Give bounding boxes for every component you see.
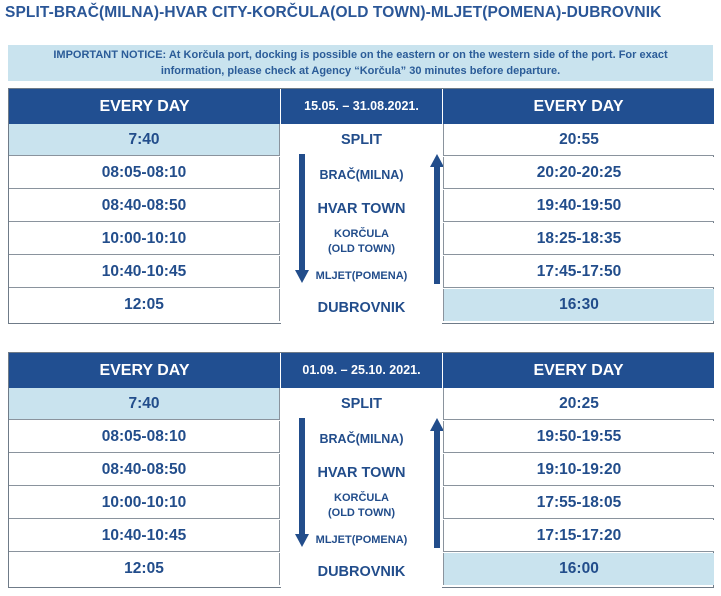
departure-time-hvar: 08:40-08:50 xyxy=(9,454,280,486)
departure-time-split: 7:40 xyxy=(9,124,280,156)
notice-line-1: IMPORTANT NOTICE: At Korčula port, docking is possible on the eastern or on the western side of the port. For exact xyxy=(53,49,668,61)
arrow-down-icon xyxy=(295,418,309,548)
stop-dubrovnik: DUBROVNIK xyxy=(317,300,406,316)
stop-mljet: MLJET(POMENA) xyxy=(315,270,408,282)
departure-time-korcula: 10:00-10:10 xyxy=(9,487,280,519)
stop-korcula: KORČULA xyxy=(334,492,389,504)
departure-time-mljet: 10:40-10:45 xyxy=(9,256,280,288)
return-time-brac: 19:50-19:55 xyxy=(443,421,714,453)
return-header: EVERY DAY xyxy=(443,353,714,388)
stop-korcula-old-town: (OLD TOWN) xyxy=(327,243,395,255)
return-time-dubrovnik: 16:00 xyxy=(443,553,714,585)
return-time-brac: 20:20-20:25 xyxy=(443,157,714,189)
departure-time-dubrovnik: 12:05 xyxy=(9,289,280,321)
departure-time-brac: 08:05-08:10 xyxy=(9,421,280,453)
arrow-up-icon xyxy=(430,418,444,548)
stop-mljet: MLJET(POMENA) xyxy=(315,534,408,546)
departure-time-split: 7:40 xyxy=(9,388,280,420)
return-time-hvar: 19:40-19:50 xyxy=(443,190,714,222)
departure-time-dubrovnik: 12:05 xyxy=(9,553,280,585)
departure-time-brac: 08:05-08:10 xyxy=(9,157,280,189)
stop-hvar: HVAR TOWN xyxy=(317,201,406,217)
stop-dubrovnik: DUBROVNIK xyxy=(317,564,406,580)
return-time-mljet: 17:15-17:20 xyxy=(443,520,714,552)
departure-header: EVERY DAY xyxy=(9,89,280,124)
return-time-split: 20:25 xyxy=(443,388,714,420)
departure-time-hvar: 08:40-08:50 xyxy=(9,190,280,222)
arrow-up-icon xyxy=(430,154,444,284)
arrow-down-icon xyxy=(295,154,309,284)
notice-line-2: information, please check at Agency “Korčula” 30 minutes before departure. xyxy=(160,65,561,77)
period-header: 01.09. – 25.10. 2021. xyxy=(281,353,442,388)
period-header: 15.05. – 31.08.2021. xyxy=(281,89,442,124)
stop-split: SPLIT xyxy=(340,396,383,412)
return-time-hvar: 19:10-19:20 xyxy=(443,454,714,486)
stops-column xyxy=(281,388,442,588)
stop-split: SPLIT xyxy=(340,132,383,148)
timetable-summer xyxy=(8,88,714,324)
departure-time-korcula: 10:00-10:10 xyxy=(9,223,280,255)
stop-brac: BRAČ(MILNA) xyxy=(319,432,404,446)
return-time-mljet: 17:45-17:50 xyxy=(443,256,714,288)
departure-time-mljet: 10:40-10:45 xyxy=(9,520,280,552)
stop-brac: BRAČ(MILNA) xyxy=(319,168,404,182)
return-header: EVERY DAY xyxy=(443,89,714,124)
return-time-korcula: 17:55-18:05 xyxy=(443,487,714,519)
return-time-dubrovnik: 16:30 xyxy=(443,289,714,321)
timetable-autumn xyxy=(8,352,714,588)
return-time-korcula: 18:25-18:35 xyxy=(443,223,714,255)
return-time-split: 20:55 xyxy=(443,124,714,156)
departure-header: EVERY DAY xyxy=(9,353,280,388)
page-title: SPLIT-BRAČ(MILNA)-HVAR CITY-KORČULA(OLD TOWN)-MLJET(POMENA)-DUBROVNIK xyxy=(5,4,662,21)
stops-column xyxy=(281,124,442,324)
stop-hvar: HVAR TOWN xyxy=(317,465,406,481)
important-notice xyxy=(8,45,713,81)
stop-korcula-old-town: (OLD TOWN) xyxy=(327,507,395,519)
stop-korcula: KORČULA xyxy=(334,228,389,240)
